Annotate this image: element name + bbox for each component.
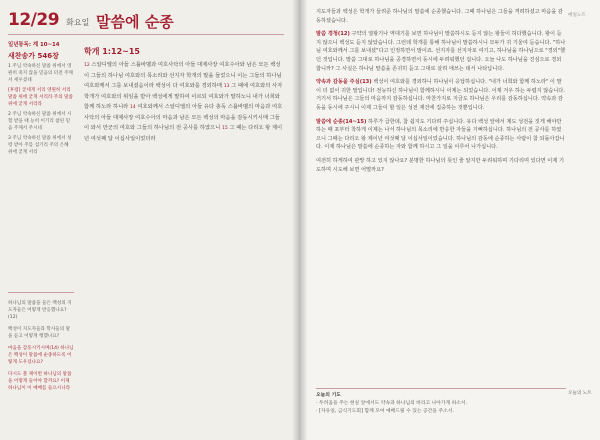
section-paragraph: [316, 78, 566, 112]
sidebar: [8, 42, 74, 156]
scripture-passage: [84, 60, 284, 144]
study-questions: [8, 300, 74, 397]
right-side-label: 매일노트: [568, 13, 586, 18]
hymn-verse: 2 주님 약속하신 말씀 위에서 시험 받을 때 능히 이기리 참된 믿음 주께서 주시네: [8, 112, 72, 131]
sidebar-divider: [8, 292, 74, 293]
section-paragraph: [316, 30, 566, 73]
verse-text: 여호와께서 스알디엘의 아들 유다 총독 스룹바벨의 마음과 여호사닥의 아들 대제사장 여호수아의 마음과 남은 모든 백성의 마음을 감동시키시매 그들이 와서 만군의 여호와 그들의 하나님의 전 공사를 하였으니: [84, 104, 283, 131]
date: 12/29: [8, 10, 60, 30]
right-page: [300, 0, 600, 440]
section-paragraph: [316, 118, 566, 152]
question: 다시도 볼 제이번 하나님의 말씀을 어떻게 들어야 할까요? 이제 하나님이 이 예배를 들으시니라: [8, 372, 72, 391]
intro-paragraph: 지도자들과 백성은 학개가 들려준 하나님의 말씀에 순종했습니다. 그때 하나님은 그들을 격려하셨고 마음을 감동하셨습니다.: [316, 9, 563, 24]
verse-number: 13: [223, 84, 230, 89]
verse-number: 15: [221, 126, 228, 131]
hymn-verse: 3 주님 약속하신 말씀 위에서 성령 받아 주를 섬기리 주의 은혜 위에 굳게 서리: [8, 136, 72, 155]
yearly-reading: 일년통독: 계 10~14: [8, 42, 60, 48]
verse-number: 14: [130, 105, 136, 110]
section-heading: 말씀 경청(12): [316, 31, 350, 38]
verse-text: 그 때는 다리오 왕 제이년 여섯째 달 이십사일이었더라: [84, 125, 283, 142]
prayer-divider: [316, 388, 566, 389]
hymn-verse: 1 주님 약속하신 말씀 위에서 영원히 죽지 않을 믿음의 터전 주께서 세우셨네: [8, 64, 73, 83]
verse-number: 12: [84, 63, 90, 68]
section-heading: 말씀에 순종(14~15): [316, 118, 367, 125]
hymn-chorus: [후렴] 굳세게 서리 영원히 서리 말씀 위에 굳게 서리라 주의 말씀 위에 굳게 서리라: [8, 88, 73, 107]
verse-text: 그 때에 여호와의 사자 학개가 여호와의 위임을 받아 백성에게 말하여 이르되 여호와가 말하노니 내가 너희와 함께 하노라 하니라: [84, 83, 283, 110]
prayer-label: 오늘의 기도: [316, 393, 341, 398]
passage-reference: 학개 1:12~15: [84, 47, 140, 56]
notes-label: 오늘의 노트: [568, 391, 592, 396]
prayer-box: [316, 392, 566, 416]
header-divider: [8, 34, 284, 35]
verse-text: 스알디엘의 아들 스룹바벨과 여호사닥의 아들 대제사장 여호수아와 남은 모든 백성이 그들의 하나님 여호와의 목소리와 선지자 학개의 말을 들었으니 이는 그들의 하나님 여호와께서 그를 보내셨음이라 백성이 다 여호와를 경외하매: [84, 62, 282, 89]
closing-paragraph: 여전히 하게하여 관망 하고 있지 않나요? 분명한 하나님의 뜻인 줄 알지만 두려워하며 기다리며 있다면 이제 기도하며 시도해 보면 어떨까요?: [316, 157, 564, 173]
date-header: [8, 10, 89, 30]
page-title: 말씀에 순종: [96, 13, 174, 31]
hymn-number: 새찬송가 546장: [8, 52, 59, 60]
commentary: [316, 8, 566, 179]
section-text: 하루가 급한데, 참 쉽지도 기다려 주십니다. 유다 백성 앞에서 제도 성전을 짓게 해야만 하는 때 포부터 착하게 이제는 나서 하나님의 목소리에 반응한 자들을 기뻐하십니다. 하나님의 전 공사를 하였으니 그때는 다리오 왕 제이년 여섯째 달 이십사일이었습니다. 하나님의 감동에 순종하는 사람이 참 되돌아갑니다. 이제 하나님은 말씀에 순종하는 자와 함께 하시고 그 일을 이루어 나가십니다.: [316, 118, 565, 151]
question: 백성이 지도자들과 학사들의 말을 듣고 어떻게 행했나요?: [8, 327, 71, 339]
prayer-line: · 두려움을 주는 현실 앞에서도 약속과 하나님의 바라고 나아가게 하소서.: [316, 401, 468, 406]
question: 마음을 감동시키시며(14) 하나님은 백성이 말씀에 순종하도록 어떻게 도우셨나요?: [8, 346, 74, 365]
section-text: 구약의 열왕기나 역대기를 보면 하나님이 말씀하시도 듣지 않는 왕들이 허다했습니다. 왕이 듣지 않으니 백성도 듣지 않았습니다. 그런데 학개를 통해 하나님이 말씀하시니 모두가 귀 기울여 듣습니다. "하나님 여호와께서 그를 보내셨"다고 인정하면서 말이죠. 선지자를 선지자로 여기고, 하나님을 하나님으로 "경외"했던 것입니다. 말씀 그대로 하나님을 공경하면서 동시에 두려워했던 겁니다. 오늘 나도 하나님을 진심으로 경외합니까? 그 사실은 하나님 말씀을 존귀히 듣고 그대로 살려 애쓰는 데서 나타납니다.: [316, 31, 566, 72]
section-heading: 약속과 감동을 주심(13): [316, 79, 372, 86]
prayer-line: · [자유일, 금식기도회] 함께 모여 예배드릴 수 있는 공간을 주소서.: [316, 409, 454, 414]
weekday: 화요일: [66, 18, 90, 27]
book-gutter: [292, 0, 308, 440]
section-text: 백성이 여호와를 경외하니 하나님이 응답하십니다. "내가 너희와 함께 하노라" 이 말이 더 없이 귀한 말입니다! 전능하신 하나님이 함께하시니 이제는 되었습니다. 이제 겨우 하는 두렵지 않습니다. 거기서 하나님은 그들의 마음까지 감동하십니다. 마찬가지로 지금도 하나님은 우리를 감동하십니다. 약속과 감동을 동시에 주시니 이제 그들이 할 일은 성전 재건에 집중하는 것뿐입니다.: [316, 79, 565, 111]
question: 하나님의 말씀을 들은 백성의 지도자들은 어떻게 반응했나요?(12): [8, 301, 72, 320]
